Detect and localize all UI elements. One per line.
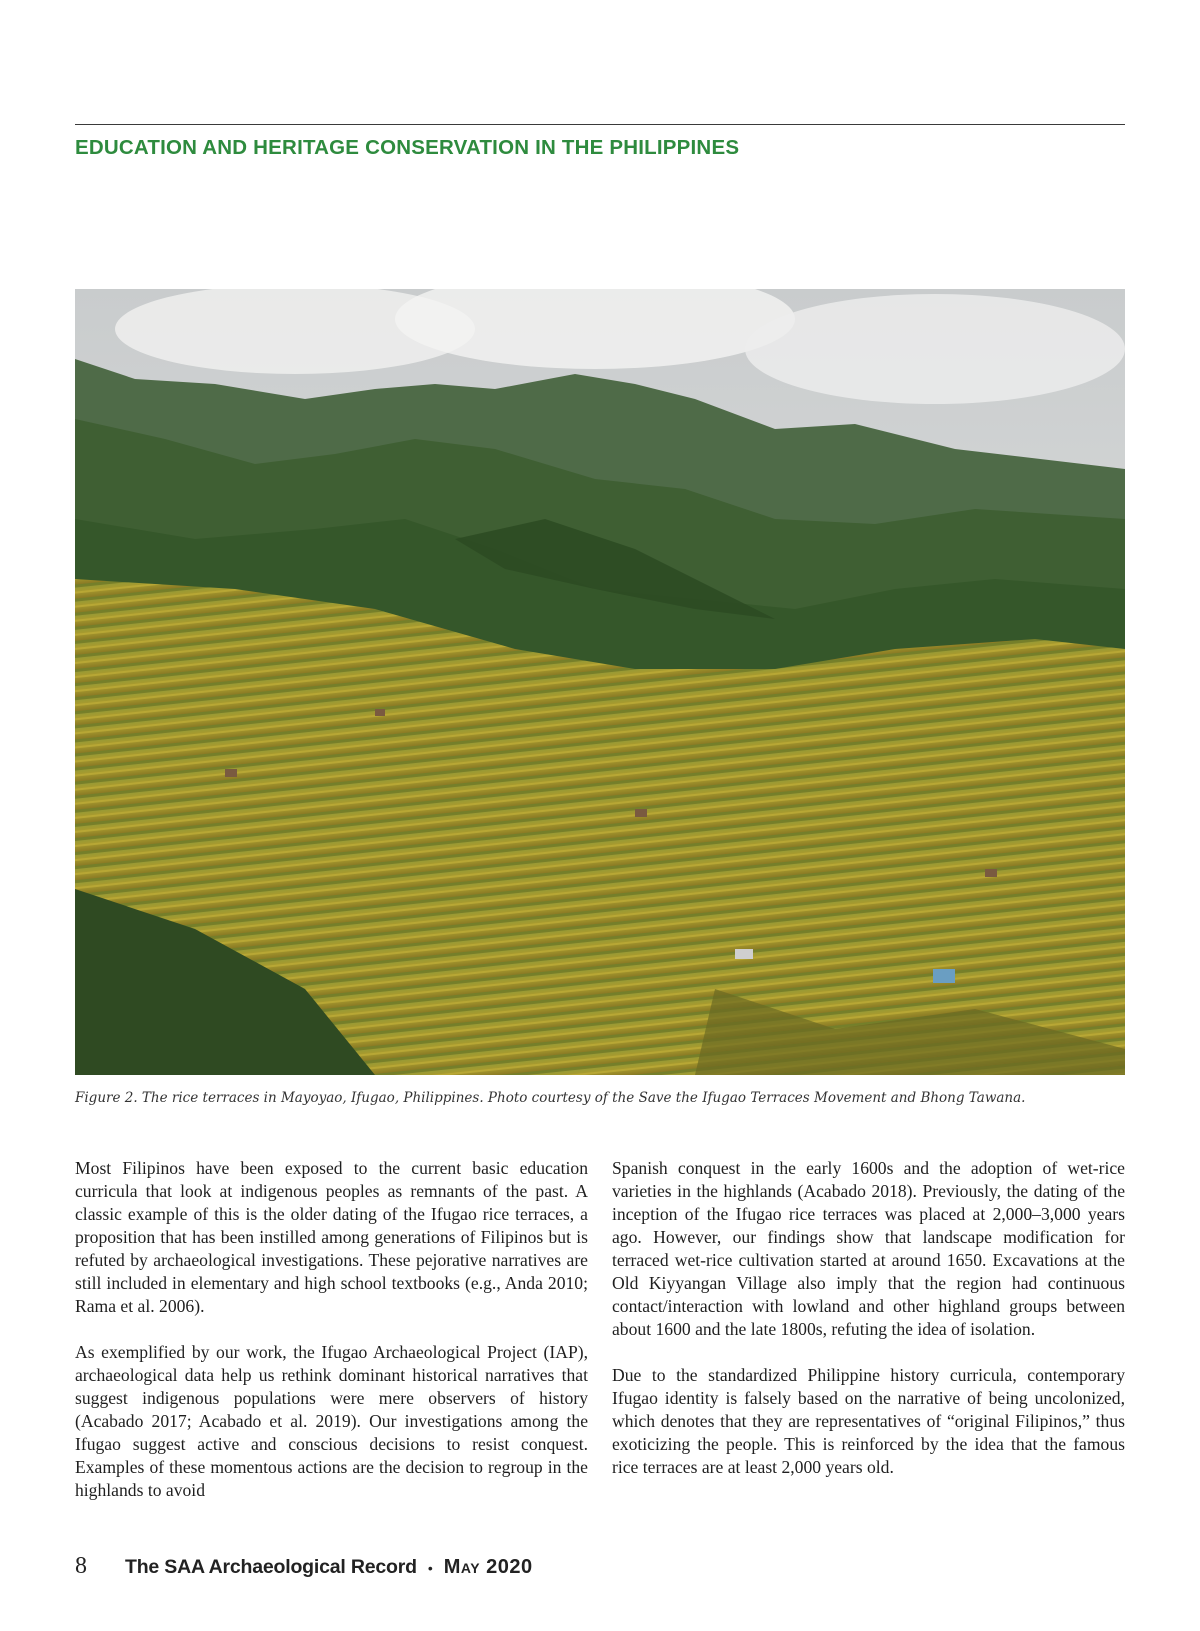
figure-caption: Figure 2. The rice terraces in Mayoyao, Ifugao, Philippines. Photo courtesy of the Save the Ifugao Terraces Movement and Bhong Tawana. — [75, 1090, 1026, 1106]
body-column-right — [612, 1157, 1125, 1502]
footer-separator: • — [427, 1560, 433, 1576]
paragraph: Due to the standardized Philippine history curricula, contemporary Ifugao identity is falsely based on the narrative of being uncolonized, which denotes that they are representatives of “original Filipinos,” thus exoticizing the people. This is reinforced by the idea that the famous rice terraces are at least 2,000 years old. — [612, 1365, 1125, 1477]
paragraph: Spanish conquest in the early 1600s and the adoption of wet-rice varieties in the highlands (Acabado 2018). Previously, the dating of the inception of the Ifugao rice terraces was placed at 2,000–3,000 years ago. However, our findings show that landscape modification for terraced wet-rice cultivation started at around 1650. Excavations at the Old Kiyyangan Village also imply that the region had continuous contact/interaction with lowland and other highland groups between about 1600 and the late 1800s, refuting the idea of isolation. — [612, 1158, 1125, 1339]
issue-date: May 2020 — [443, 1556, 533, 1578]
paragraph: As exemplified by our work, the Ifugao Archaeological Project (IAP), archaeological data help us rethink dominant historical narratives that suggest indigenous populations were mere observers of history (Acabado 2017; Acabado et al. 2019). Our investigations among the Ifugao suggest active and conscious decisions to resist conquest. Examples of these momentous actions are the decision to regroup in the highlands to avoid — [75, 1342, 588, 1500]
photo-illustration — [75, 289, 1125, 1075]
publication-title: The SAA Archaeological Record — [125, 1556, 417, 1578]
page-number: 8 — [75, 1553, 87, 1579]
rice-terraces-photo — [75, 289, 1125, 1075]
header-rule — [75, 124, 1125, 125]
section-title: EDUCATION AND HERITAGE CONSERVATION IN THE PHILIPPINES — [75, 136, 740, 159]
paragraph: Most Filipinos have been exposed to the current basic education curricula that look at indigenous peoples as remnants of the past. A classic example of this is the older dating of the Ifugao rice terraces, a proposition that has been instilled among generations of Filipinos but is refuted by archaeological investigations. These pejorative narratives are still included in elementary and high school textbooks (e.g., Anda 2010; Rama et al. 2006). — [75, 1158, 588, 1316]
body-column-left — [75, 1157, 588, 1525]
page-footer — [75, 1553, 533, 1585]
